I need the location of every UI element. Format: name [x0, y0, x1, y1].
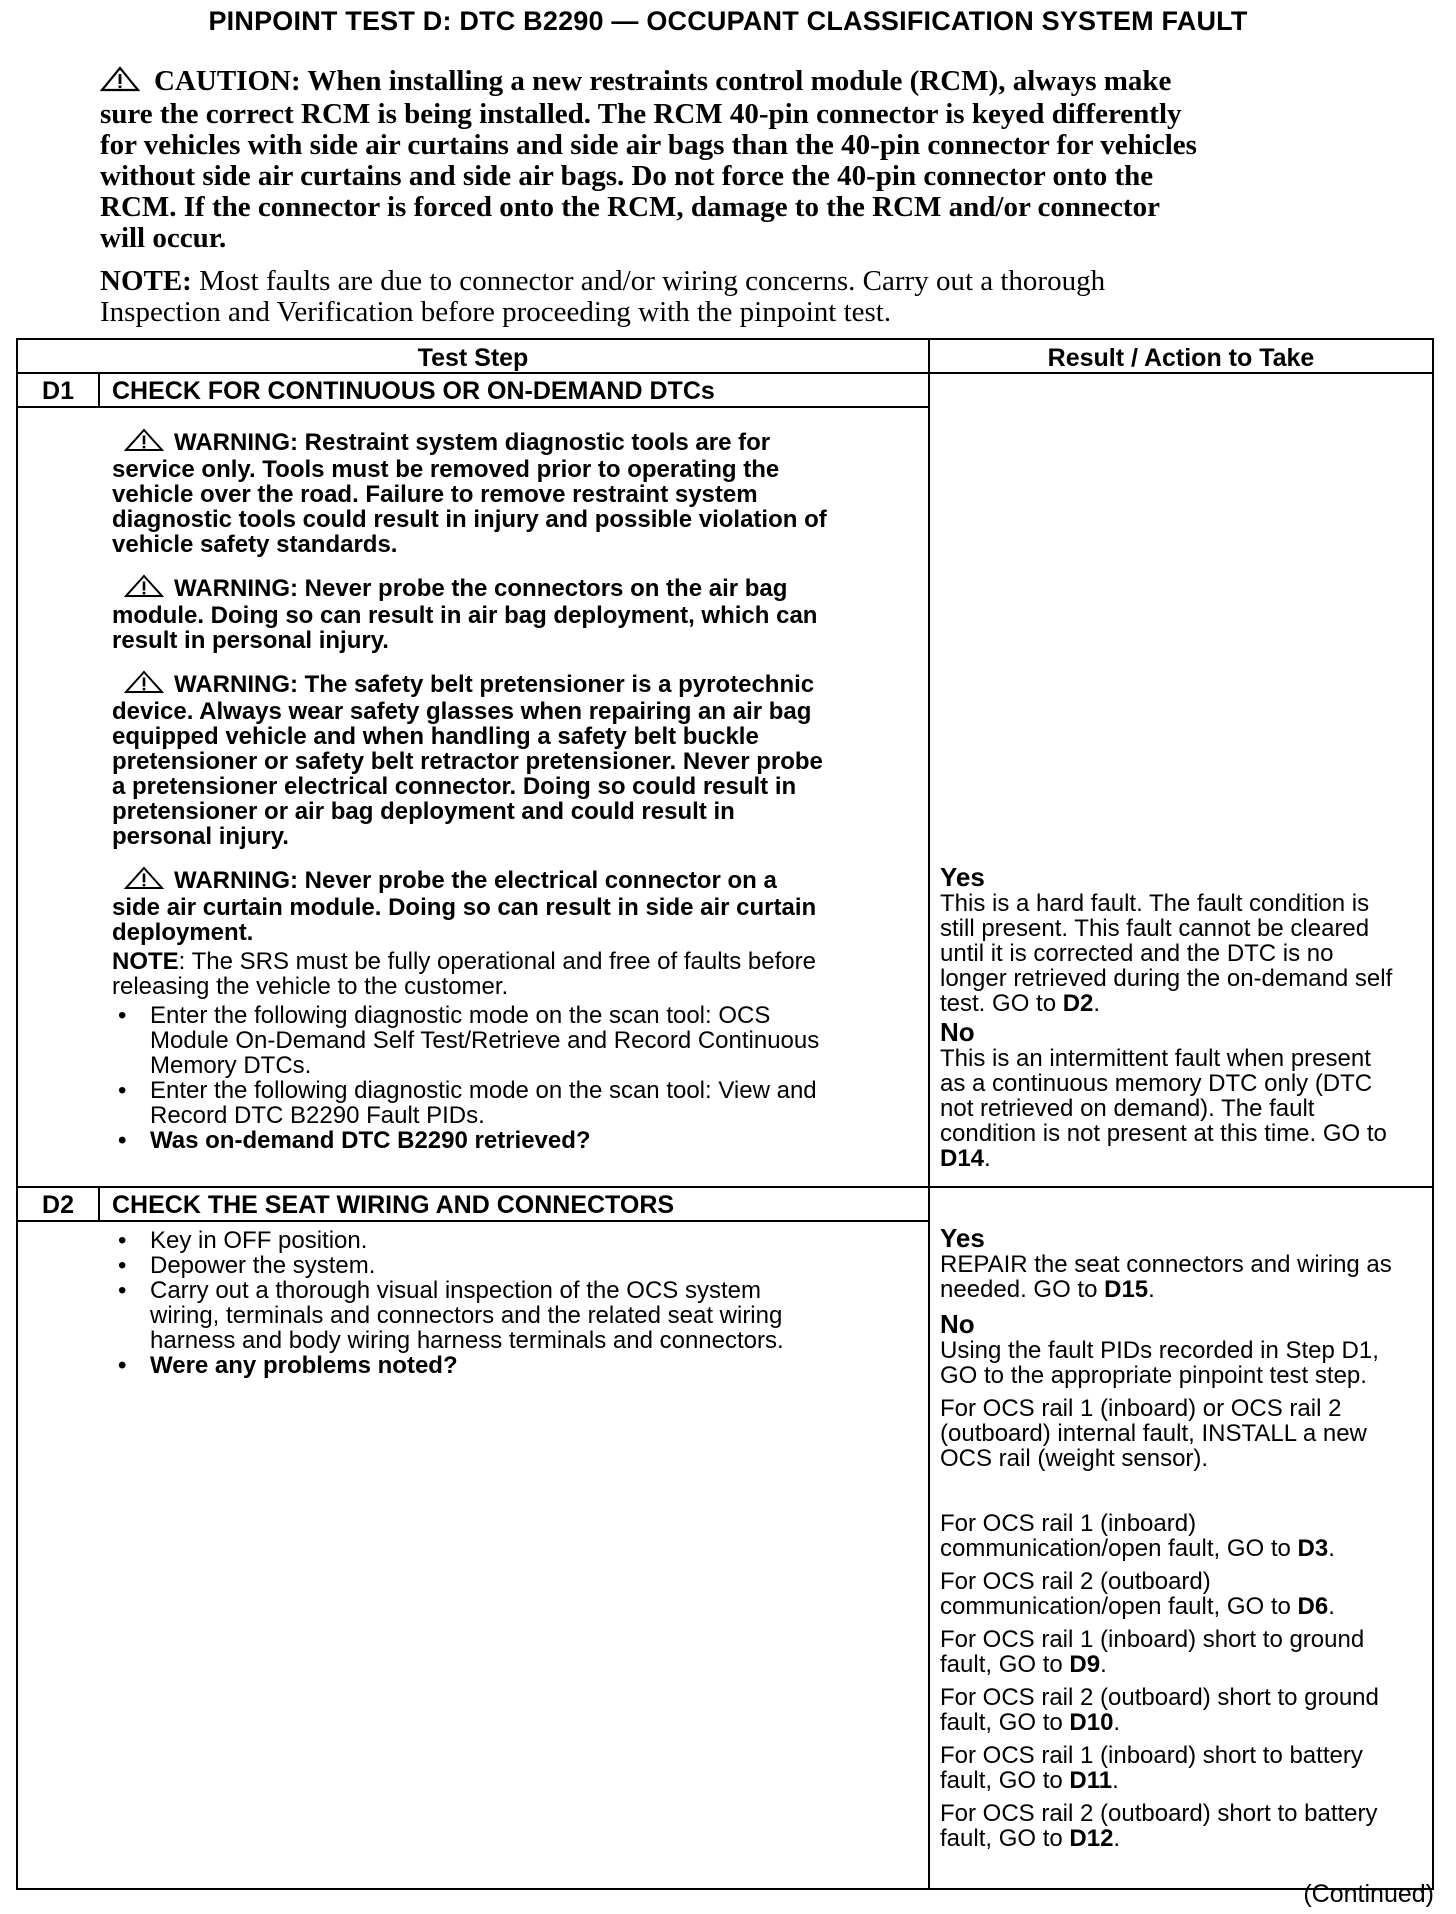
step-id: D2 [42, 1191, 74, 1219]
step-d2-result: Yes REPAIR the seat connectors and wiring as needed. GO to D15. No Using the fault PIDs recorded in Step D1, GO to the appropriate pinpoint test step. For OCS rail 1 (inboard) or OCS rail 2 (outboard) internal fault, INSTALL a new OCS rail (weight sensor). For OCS rail 1 (inboard) communication/open fault, GO to D3. For OCS rail 2 (outboard) communication/open fault, GO to D6. For OCS rail 1 (inboard) short to ground fault, GO to D9. For OCS rail 2 (outboard) short to ground fault, GO to D10. For OCS rail 1 (inboard) short to battery fault, GO to D11. For OCS rail 2 (outboard) short to battery fault, GO to D12. [940, 1224, 1430, 1859]
bullet-question: • Was on-demand DTC B2290 retrieved? [112, 1128, 920, 1153]
caution-line: will occur. [100, 222, 227, 254]
warning-triangle-icon [124, 574, 164, 603]
yes-label: Yes [940, 1223, 985, 1253]
note-text: Most faults are due to connector and/or wiring concerns. Carry out a thorough [191, 265, 1106, 297]
note-text: Inspection and Verification before proceeding with the pinpoint test. [100, 296, 892, 328]
step-d2-body [112, 1228, 920, 1378]
intro-note [100, 266, 1350, 328]
row-divider [18, 1220, 928, 1222]
column-divider [98, 1186, 100, 1222]
step-note: NOTE: The SRS must be fully operational and free of faults before releasing the vehicle to the customer. [112, 948, 816, 1000]
note-label: NOTE: [100, 265, 192, 297]
step-id: D1 [42, 377, 74, 405]
warning-block: WARNING: Never probe the electrical connector on a side air curtain module. Doing so can result in side air curtain deployment. [112, 867, 817, 946]
goto-link[interactable]: D6 [1297, 1593, 1329, 1620]
caution-line: CAUTION: When installing a new restraints control module (RCM), always make [100, 66, 1350, 99]
warning-block: WARNING: Restraint system diagnostic tools are for service only. Tools must be removed prior to operating the vehicle over the road. Failure to remove restraint system diagnostic tools could result in injury and possible violation of vehicle safety standards. [112, 429, 827, 558]
caution-line: for vehicles with side air curtains and side air bags than the 40-pin connector for vehicles [100, 129, 1197, 161]
step-title: CHECK FOR CONTINUOUS OR ON-DEMAND DTCs [112, 377, 715, 405]
route-item: For OCS rail 1 (inboard) short to ground fault, GO to D9. [940, 1626, 1365, 1678]
page-title: PINPOINT TEST D: DTC B2290 — OCCUPANT CLASSIFICATION SYSTEM FAULT [208, 6, 1248, 36]
caution-block [100, 66, 1350, 254]
caution-line: RCM. If the connector is forced onto the RCM, damage to the RCM and/or connector [100, 191, 1160, 223]
goto-link[interactable]: D2 [1062, 990, 1094, 1017]
row-divider [18, 1186, 1432, 1188]
warning-block: WARNING: The safety belt pretensioner is a pyrotechnic device. Always wear safety glasses when repairing an air bag equipped vehicle and when handling a safety belt buckle pretensioner or safety belt retractor pretensioner. Never probe a pretensioner electrical connector. Doing so could result in pretensioner or air bag deployment and could result in personal injury. [112, 671, 823, 850]
goto-link[interactable]: D11 [1069, 1767, 1113, 1794]
bullet-item: • Enter the following diagnostic mode on the scan tool: OCS Module On-Demand Self Test/Retrieve and Record Continuous Memory DTCs. [112, 1003, 920, 1078]
column-divider [98, 372, 100, 408]
goto-link[interactable]: D14 [940, 1145, 985, 1172]
goto-link[interactable]: D12 [1069, 1825, 1114, 1852]
header-result: Result / Action to Take [1047, 344, 1315, 372]
bullet-item: • Carry out a thorough visual inspection of the OCS system wiring, terminals and connectors and the related seat wiring harness and body wiring harness terminals and connectors. [112, 1278, 920, 1353]
no-label: No [940, 1309, 975, 1339]
row-divider [18, 406, 928, 408]
caution-line: sure the correct RCM is being installed. The RCM 40-pin connector is keyed differently [100, 98, 1182, 130]
bullet-item: • Key in OFF position. [112, 1228, 920, 1253]
bullet-item: • Depower the system. [112, 1253, 920, 1278]
warning-block: WARNING: Never probe the connectors on the air bag module. Doing so can result in air bag deployment, which can result in personal injury. [112, 575, 818, 654]
column-divider [928, 340, 930, 1888]
continued-label: (Continued) [1303, 1880, 1434, 1908]
route-item: For OCS rail 1 (inboard) communication/open fault, GO to D3. [940, 1510, 1335, 1562]
yes-label: Yes [940, 862, 985, 892]
step-d1-result: Yes This is a hard fault. The fault condition is still present. This fault cannot be cleared until it is corrected and the DTC is no longer retrieved during the on-demand self test. GO to D2. No This is an intermittent fault when present as a continuous memory DTC only (DTC not retrieved on demand). The fault condition is not present at this time. GO to D14. [940, 863, 1430, 1171]
goto-link[interactable]: D10 [1069, 1709, 1114, 1736]
route-item: For OCS rail 2 (outboard) short to battery fault, GO to D12. [940, 1800, 1378, 1852]
warning-triangle-icon [124, 428, 164, 457]
warning-triangle-icon [124, 670, 164, 699]
bullet-item: • Enter the following diagnostic mode on the scan tool: View and Record DTC B2290 Fault PIDs. [112, 1078, 920, 1128]
goto-link[interactable]: D3 [1297, 1535, 1329, 1562]
route-item: For OCS rail 1 (inboard) short to battery fault, GO to D11. [940, 1742, 1363, 1794]
route-item: For OCS rail 2 (outboard) short to ground fault, GO to D10. [940, 1684, 1379, 1736]
warning-triangle-icon [124, 866, 164, 895]
warning-triangle-icon [100, 66, 140, 99]
caution-line: without side air curtains and side air bags. Do not force the 40-pin connector onto the [100, 160, 1154, 192]
goto-link[interactable]: D9 [1069, 1651, 1101, 1678]
step-title: CHECK THE SEAT WIRING AND CONNECTORS [112, 1191, 675, 1219]
no-label: No [940, 1017, 975, 1047]
goto-link[interactable]: D15 [1104, 1276, 1149, 1303]
route-item: For OCS rail 2 (outboard) communication/open fault, GO to D6. [940, 1568, 1335, 1620]
pinpoint-test-table [16, 338, 1434, 1890]
step-d1-body [112, 428, 920, 1153]
bullet-question: • Were any problems noted? [112, 1353, 920, 1378]
header-test-step: Test Step [417, 344, 529, 372]
